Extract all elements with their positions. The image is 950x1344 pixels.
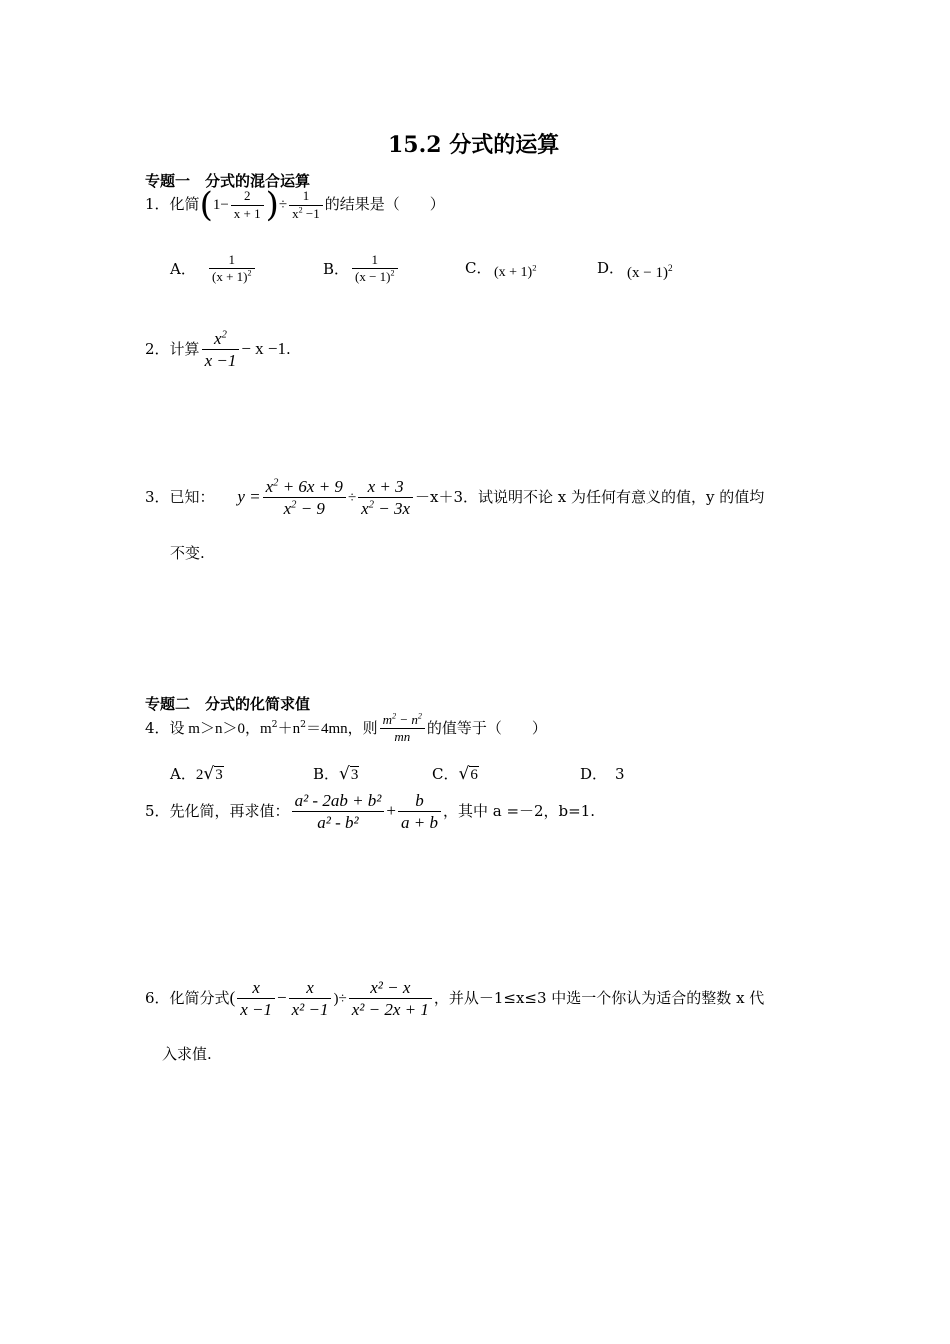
option-a[interactable]: A． (170, 260, 196, 278)
question-1: 1．化简(1− $\frac{2}{x + 1}$ )÷ $\frac{1}{x^2 -1}$ 的结果是（ ） (145, 185, 445, 225)
question-prefix: 已知： (169, 487, 215, 506)
question-number: 4． (145, 718, 170, 737)
question-suffix: 的结果是（ ） (324, 195, 445, 213)
option-a[interactable]: A．2√3 (170, 764, 223, 784)
question-prefix: 化简分式 (169, 988, 230, 1007)
fraction: $\frac{b}{a + b}$ (398, 790, 441, 834)
question-5: 5．先化简，再求值： $\frac{\text{a² - 2ab + b²}}{\text{a² - b²}}$ + $\frac{b}{a + b}$ ，其中 a =－2，b=1. (145, 791, 596, 833)
question-number: 1． (145, 195, 170, 213)
option-a-value: $\frac{1}{(x + 1)^2}$ (207, 252, 257, 286)
question-3-continued: 不变. (170, 544, 205, 562)
fraction: $\frac{1}{x^2 -1}$ (289, 188, 323, 222)
question-3: 3．已知： y = $\frac{x^2 + 6x + 9}{x^2 - 9}$ ÷ $\frac{x + 3}{x^2 - 3x}$ －x＋3．试说明不论 x 为任何有意义的值，y 的值均 (145, 477, 765, 519)
option-c[interactable]: C． (465, 259, 492, 277)
option-d-value: $(x - 1)^2$ (627, 264, 673, 281)
fraction: $\frac{\text{x² − x}}{\text{x² − 2x + 1}}$ (349, 977, 432, 1021)
section-heading-1: 专题一 分式的混合运算 (145, 172, 311, 190)
page-title: 15.2 分式的运算 (388, 132, 560, 158)
option-b[interactable]: B．√3 (313, 764, 359, 784)
option-b-value: $\frac{1}{(x - 1)^2}$ (350, 252, 400, 286)
question-prefix: 先化简，再求值： (169, 801, 290, 820)
question-prefix: 化简 (169, 195, 200, 213)
section-heading-2: 专题二 分式的化简求值 (145, 695, 311, 713)
option-c[interactable]: C．√6 (432, 764, 478, 784)
option-b[interactable]: B． (323, 260, 350, 278)
question-prefix: 计算 (169, 339, 200, 358)
fraction: $\frac{x^2 + 6x + 9}{x^2 - 9}$ (263, 476, 346, 520)
option-c-value: $(x + 1)^2$ (494, 262, 537, 280)
option-d[interactable]: D． 3 (580, 765, 625, 783)
question-number: 6． (145, 988, 170, 1007)
fraction: $\frac{x + 3}{x^2 - 3x}$ (358, 476, 413, 520)
question-6-continued: 入求值. (162, 1045, 212, 1063)
question-number: 3． (145, 487, 170, 506)
question-2: 2．计算 $\frac{x^2}{x -1}$ − x −1. (145, 329, 291, 371)
fraction: $\frac{x}{x -1}$ (237, 977, 275, 1021)
question-number: 2． (145, 339, 170, 358)
question-6: 6．化简分式( $\frac{x}{x -1}$ − $\frac{x}{\text{x² −1}}$ )÷ $\frac{\text{x² − x}}{\text{x² − 2x + 1}}$ ，并从－1≤x≤3 中选一个你认为适合的整数 x 代 (145, 978, 765, 1020)
fraction: $\frac{x^2}{x -1}$ (202, 328, 240, 372)
question-number: 5． (145, 801, 170, 820)
fraction: $\frac{\text{a² - 2ab + b²}}{\text{a² - b²}}$ (292, 790, 385, 834)
fraction: $\frac{m^2 - n^2}{mn}$ (380, 712, 425, 746)
fraction: $\frac{x}{\text{x² −1}}$ (289, 977, 332, 1021)
question-4: 4．设 m＞n＞0，$m^2+n^2=4mn$，则 $\frac{m^2 - n^2}{mn}$ 的值等于（ ） (145, 711, 547, 745)
option-d[interactable]: D． (597, 259, 625, 277)
fraction: $\frac{2}{x + 1}$ (231, 188, 264, 222)
